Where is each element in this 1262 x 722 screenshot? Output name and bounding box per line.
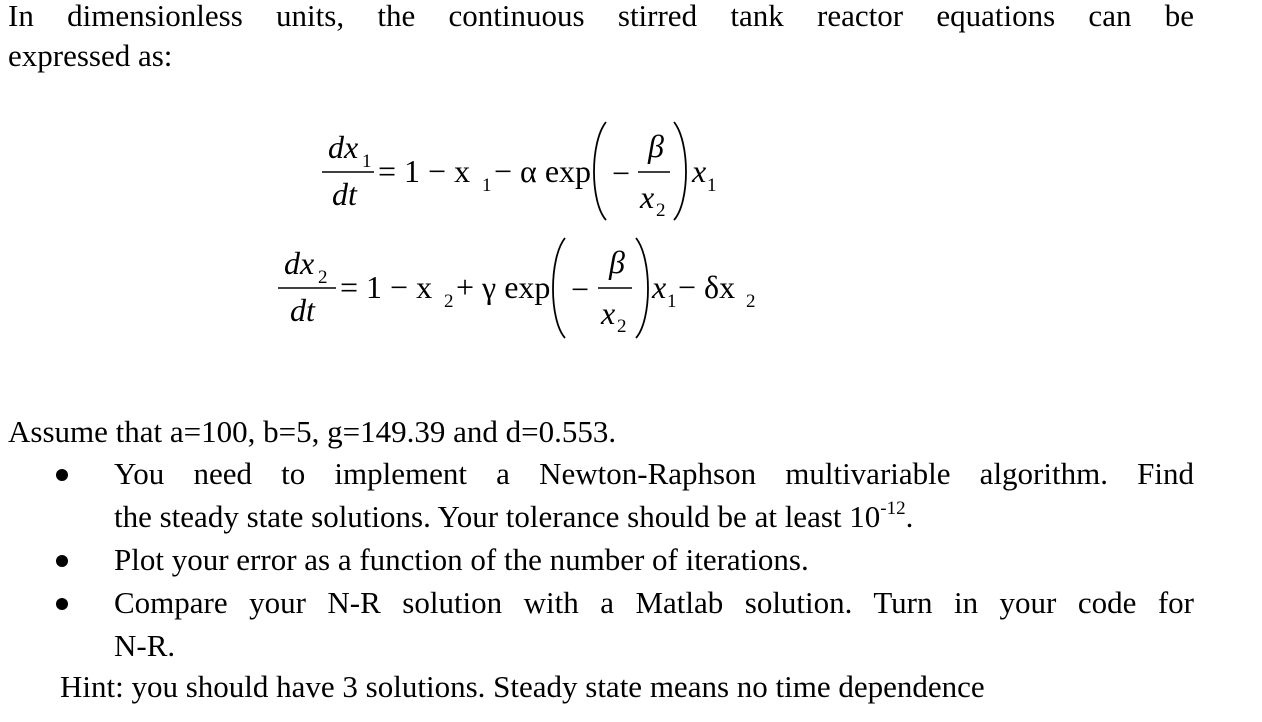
eq1-tail: x: [692, 153, 707, 189]
equation-2-svg: [260, 228, 780, 340]
equation-1-svg: [300, 112, 760, 222]
bullet-3-line-2: N-R.: [114, 628, 176, 663]
eq2-frac-num: β: [609, 244, 625, 280]
eq2-tail-sub: 1: [667, 291, 677, 312]
eq2-numerator-sub: 2: [318, 267, 328, 288]
list-item: [0, 538, 1194, 581]
bullet-1-line-2: [114, 495, 1194, 538]
intro-paragraph: [8, 0, 1194, 76]
eq2-left-paren: [553, 238, 565, 338]
eq1-rhs-a: = 1 − x: [378, 153, 471, 189]
eq2-rhs-a: = 1 − x: [340, 269, 433, 305]
eq1-frac-minus: −: [612, 155, 631, 191]
eq1-rhs-a-sub: 1: [482, 175, 492, 196]
bullet-2-text: Plot your error as a function of the number of iterations.: [114, 542, 809, 577]
assumption-line: Assume that a=100, b=5, g=149.39 and d=0.553.: [8, 414, 617, 449]
intro-line-2: expressed as:: [8, 38, 173, 73]
bullet-1-line-2-text: the steady state solutions. Your tolerance should be at least 10: [114, 499, 881, 534]
equation-2: [260, 228, 780, 340]
bullet-icon: [56, 598, 68, 610]
bullet-1-period: .: [905, 499, 914, 534]
task-list: [0, 452, 1262, 667]
eq2-tail: x: [652, 269, 667, 305]
eq1-right-paren: [674, 122, 686, 220]
eq1-numerator: dx: [328, 129, 359, 165]
eq1-frac-den: x: [640, 179, 655, 215]
eq1-numerator-sub: 1: [362, 151, 372, 172]
eq2-frac-den: x: [601, 295, 616, 331]
eq1-frac-den-sub: 2: [656, 200, 666, 221]
list-item: [0, 452, 1194, 538]
intro-line-1: In dimensionless units, the continuous stirred tank reactor equations can be: [8, 0, 1194, 33]
eq2-tail2-sub: 2: [746, 291, 756, 312]
bullet-icon: [56, 469, 68, 481]
eq1-frac-num: β: [648, 128, 664, 164]
bullet-1-line-1: You need to implement a Newton-Raphson multivariable algorithm. Find: [114, 456, 1194, 491]
eq1-left-paren: [594, 122, 606, 220]
eq2-tail2: − δx: [678, 269, 736, 305]
bullet-3-line-1: Compare your N-R solution with a Matlab solution. Turn in your code for: [114, 585, 1194, 620]
list-item: [0, 581, 1194, 667]
eq2-frac-den-sub: 2: [617, 316, 627, 337]
eq2-frac-minus: −: [571, 271, 590, 307]
equation-1: [300, 112, 760, 222]
eq2-denominator: dt: [290, 292, 315, 328]
eq1-tail-sub: 1: [707, 175, 717, 196]
bullet-icon: [56, 555, 68, 567]
hint-line: Hint: you should have 3 solutions. Steady state means no time dependence: [60, 669, 985, 704]
eq1-rhs-b: − α exp: [494, 153, 592, 189]
eq2-right-paren: [636, 238, 648, 338]
eq2-numerator: dx: [284, 245, 315, 281]
tolerance-exponent: -12: [880, 497, 906, 519]
eq1-denominator: dt: [332, 176, 357, 212]
eq2-rhs-b: + γ exp: [456, 269, 551, 305]
eq2-rhs-a-sub: 2: [444, 291, 454, 312]
